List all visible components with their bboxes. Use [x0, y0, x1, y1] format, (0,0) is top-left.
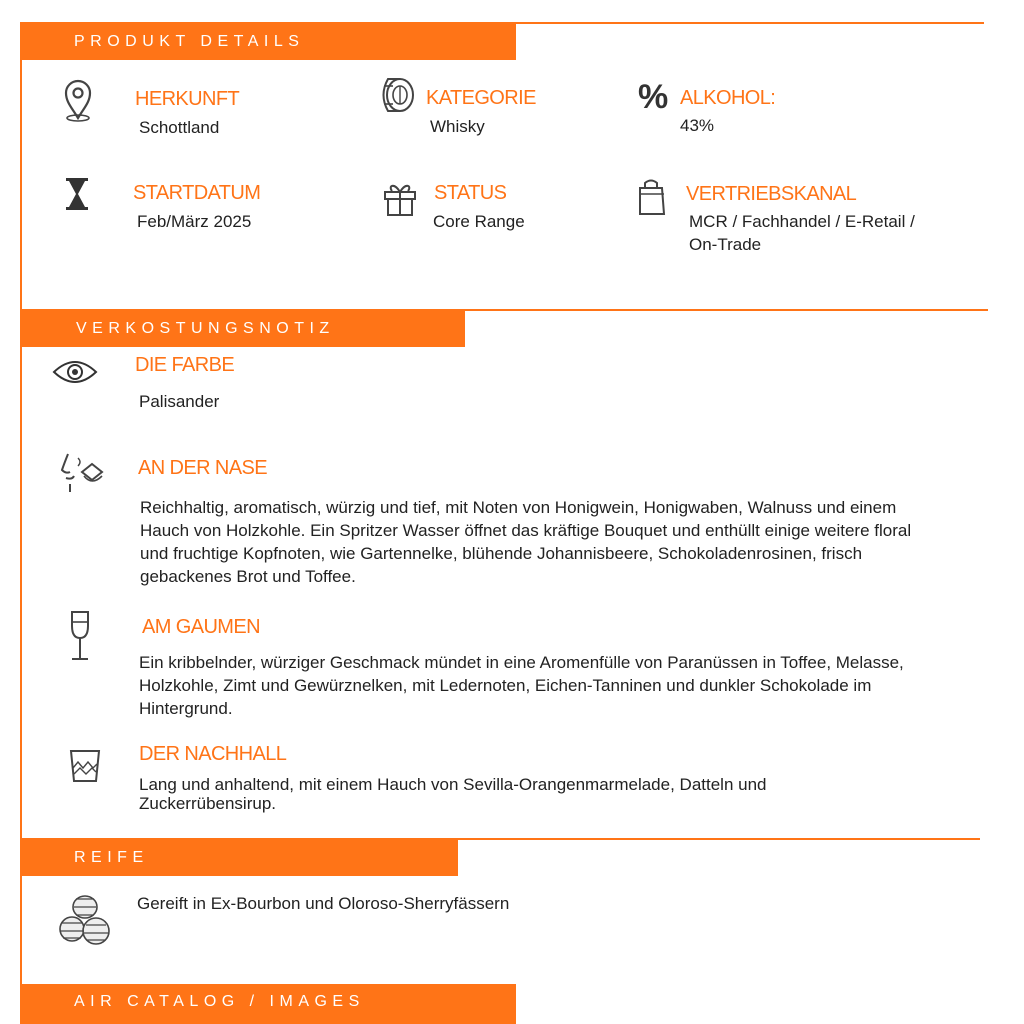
nase-label: AN DER NASE: [138, 457, 267, 479]
nachhall-line: Lang und anhaltend, mit einem Hauch von Sevilla-Orangenmarmelade, Datteln und: [139, 775, 767, 794]
gaumen-line: Hintergrund.: [139, 699, 233, 718]
herkunft-label: HERKUNFT: [135, 88, 240, 110]
farbe-text: Palisander: [139, 392, 220, 411]
location-pin-icon: [62, 78, 94, 122]
alkohol-label: ALKOHOL:: [680, 87, 776, 109]
percent-icon: %: [638, 78, 669, 116]
barrel-icon: [376, 76, 416, 114]
gaumen-text: [139, 651, 904, 720]
tumbler-icon: [68, 748, 102, 784]
kategorie-value: Whisky: [430, 117, 485, 136]
barrels-stack-icon: [56, 893, 114, 947]
section-header-air-catalog: AIR CATALOG / IMAGES: [22, 984, 516, 1022]
nase-text: [140, 496, 911, 588]
nase-line: und fruchtige Kopfnoten, wie Gartennelke, blühende Johannisbeere, Schokoladenrosinen, frisch: [140, 544, 863, 563]
status-value: Core Range: [433, 212, 525, 231]
startdatum-value: Feb/März 2025: [137, 212, 252, 231]
shopping-bag-icon: [636, 176, 668, 218]
reife-text: Gereift in Ex-Bourbon und Oloroso-Sherryfässern: [137, 894, 510, 913]
nachhall-text: [139, 775, 767, 813]
nase-line: Reichhaltig, aromatisch, würzig und tief, mit Noten von Honigwein, Honigwaben, Walnuss und einem: [140, 498, 897, 517]
vertrieb-value-line1: MCR / Fachhandel / E-Retail /: [689, 212, 915, 231]
vertrieb-label: VERTRIEBSKANAL: [686, 183, 857, 205]
alkohol-value: 43%: [680, 116, 715, 135]
nase-line: Hauch von Holzkohle. Ein Spritzer Wasser öffnet das kräftige Bouquet und enthüllt einige weitere floral: [140, 521, 912, 540]
section-header-reife: REIFE: [22, 840, 458, 876]
herkunft-value: Schottland: [139, 118, 220, 137]
nase-line: gebackenes Brot und Toffee.: [140, 567, 356, 586]
farbe-label: DIE FARBE: [135, 354, 235, 376]
status-label: STATUS: [434, 182, 507, 204]
gaumen-line: Holzkohle, Zimt und Gewürznelken, mit Ledernoten, Eichen-Tanninen und dunkler Schokolade im: [139, 676, 872, 695]
startdatum-label: STARTDATUM: [133, 182, 261, 204]
kategorie-label: KATEGORIE: [426, 87, 536, 109]
gift-icon: [382, 180, 418, 218]
hourglass-icon: [64, 176, 90, 212]
vertrieb-value-line2: On-Trade: [689, 235, 762, 254]
nachhall-label: DER NACHHALL: [139, 743, 287, 765]
nachhall-line: Zuckerrübensirup.: [139, 794, 277, 813]
section-header-verkostung: VERKOSTUNGSNOTIZ: [22, 311, 465, 347]
section-header-produkt: PRODUKT DETAILS: [22, 24, 516, 60]
eye-icon: [52, 358, 98, 386]
nose-icon: [58, 450, 106, 494]
wine-glass-icon: [68, 610, 92, 662]
gaumen-label: AM GAUMEN: [142, 616, 260, 638]
gaumen-line: Ein kribbelnder, würziger Geschmack mündet in eine Aromenfülle von Paranüssen in Toffee, Melasse,: [139, 653, 904, 672]
